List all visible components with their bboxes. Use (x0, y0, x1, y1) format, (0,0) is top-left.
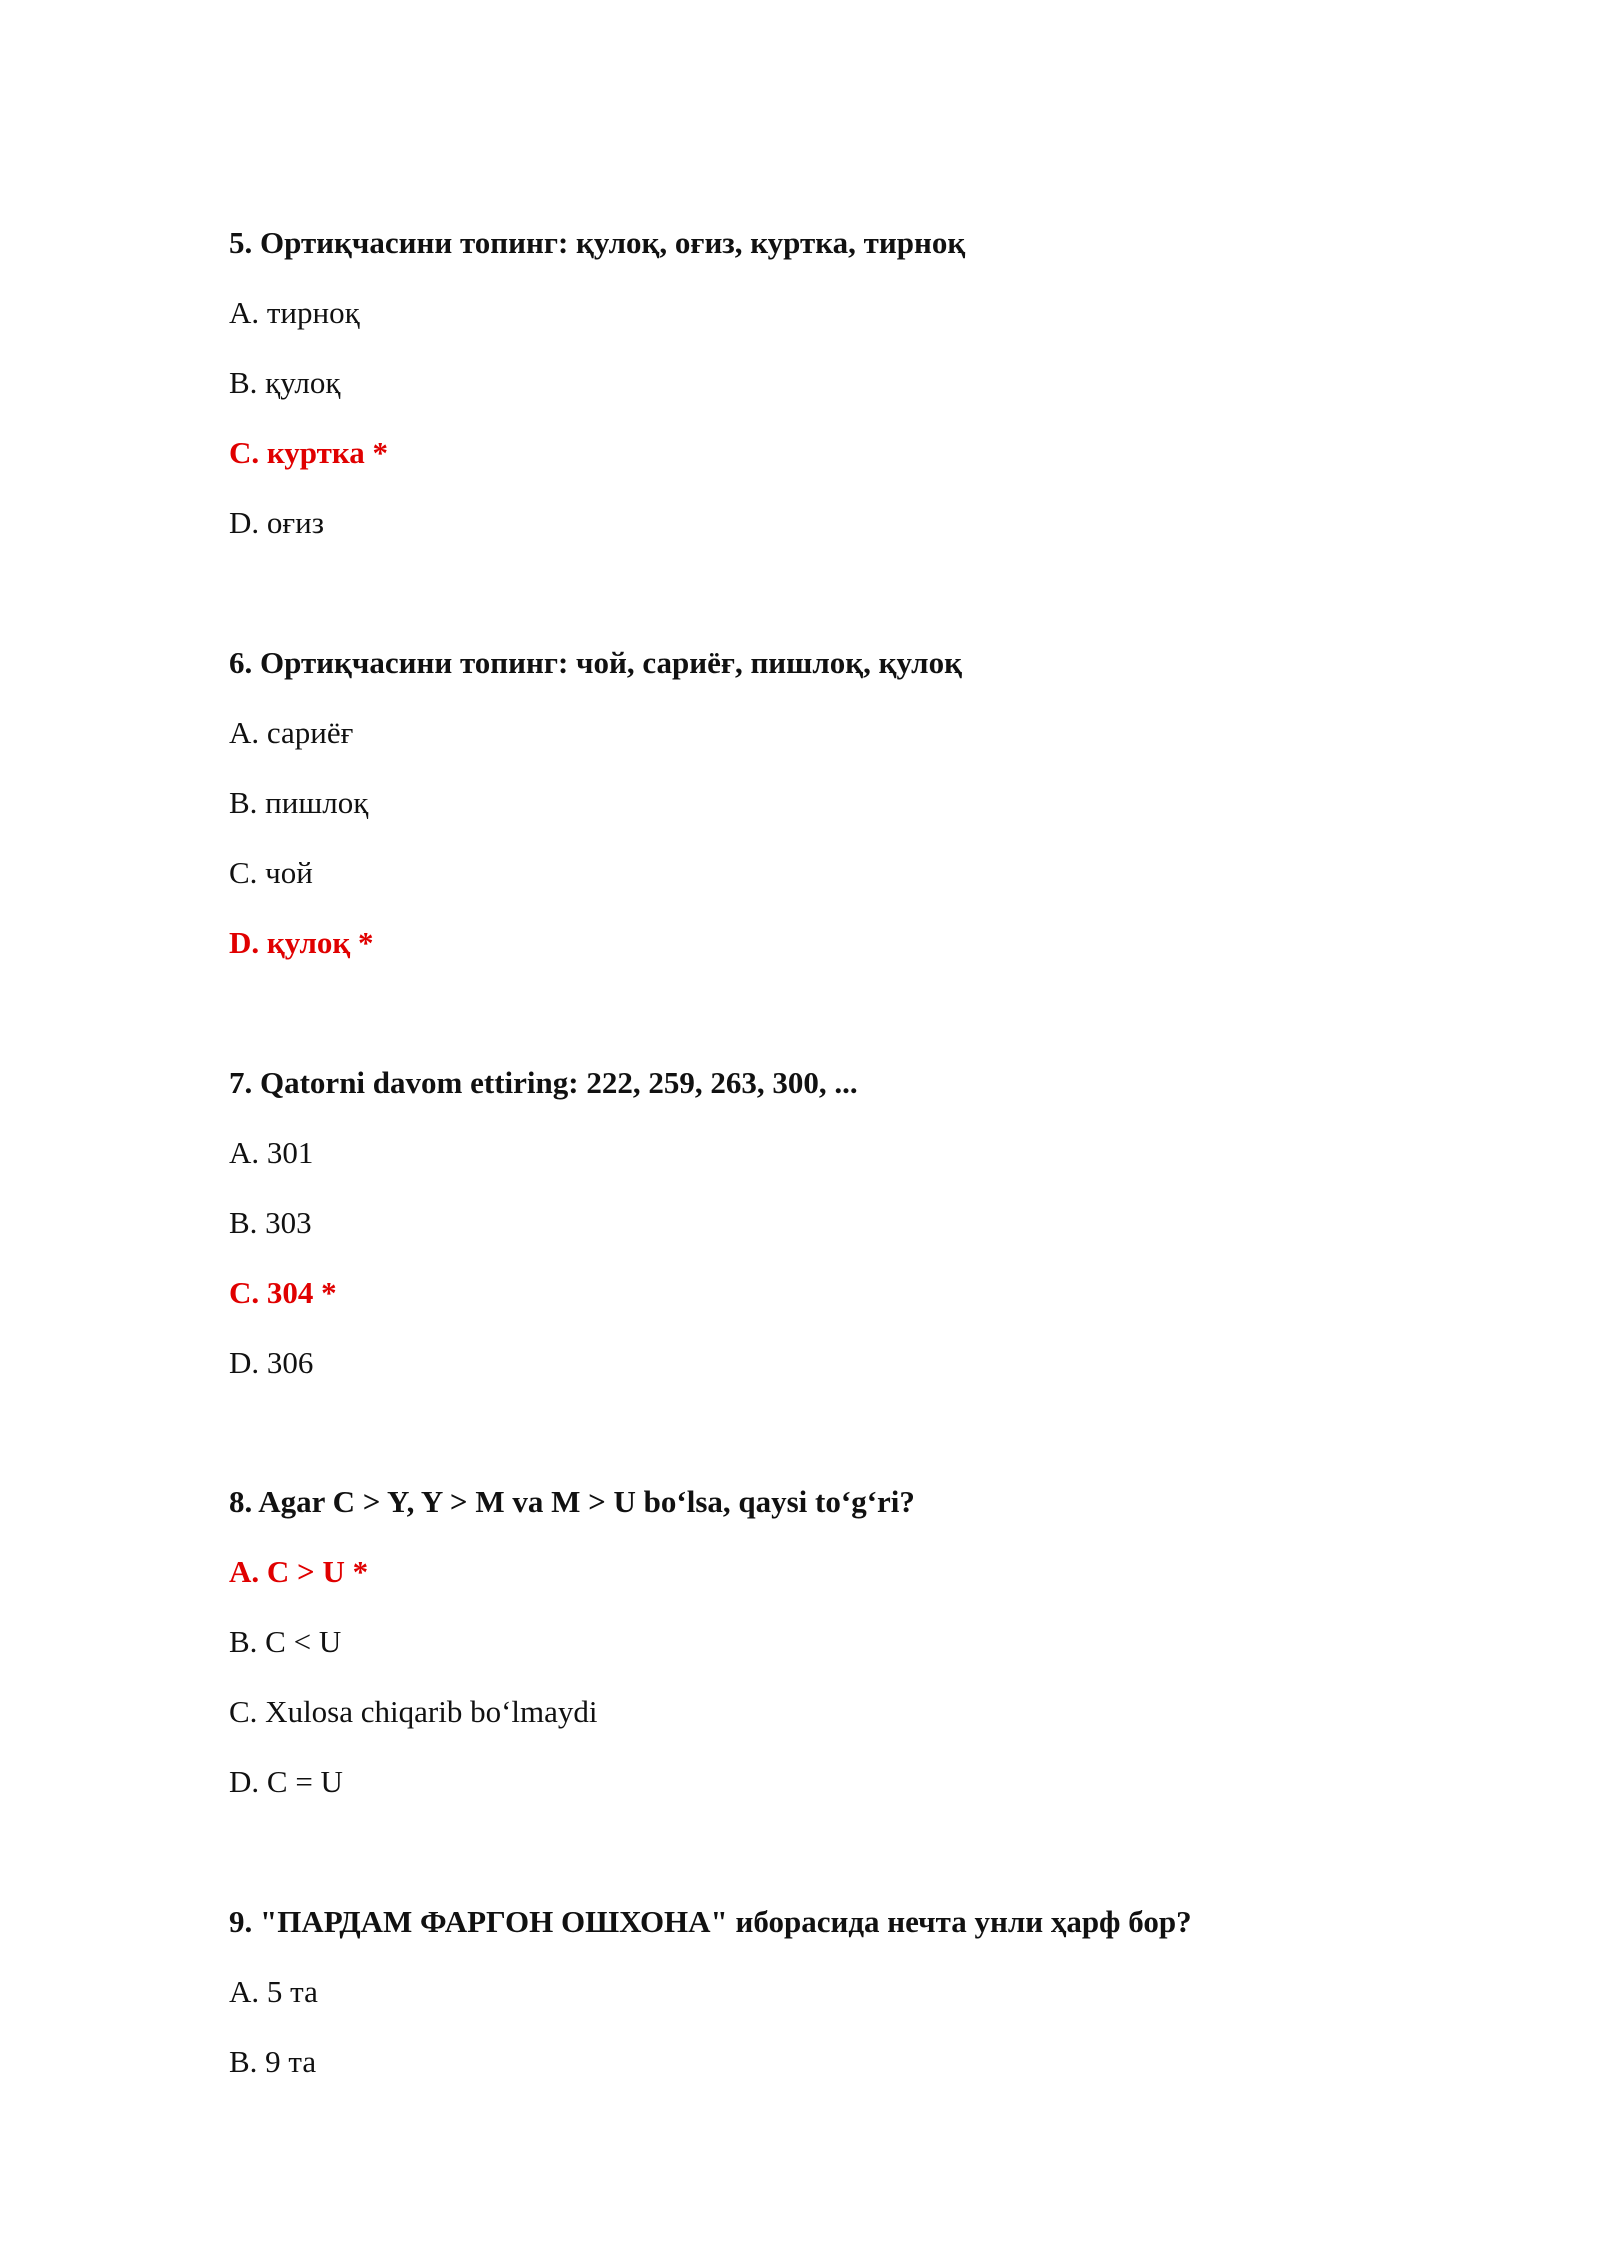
question-9-option-b: B. 9 та (229, 2044, 317, 2079)
question-8-option-c: C. Xulosa chiqarib bo‘lmaydi (229, 1694, 598, 1729)
question-5-option-a: A. тирноқ (229, 295, 360, 330)
question-8-option-d: D. C = U (229, 1764, 343, 1799)
question-7-option-d: D. 306 (229, 1345, 314, 1380)
question-8-option-b: B. C < U (229, 1624, 342, 1659)
question-6-text: 6. Ортиқчасини топинг: чой, сариёғ, пишлоқ, қулоқ (229, 645, 962, 680)
question-5-text: 5. Ортиқчасини топинг: қулоқ, оғиз, куртка, тирноқ (229, 225, 966, 260)
question-7-option-c-correct: C. 304 * (229, 1275, 337, 1310)
question-7-text: 7. Qatorni davom ettiring: 222, 259, 263, 300, ... (229, 1065, 858, 1100)
question-6-option-c: C. чой (229, 855, 313, 890)
question-5-option-b: B. қулоқ (229, 365, 341, 400)
question-7-option-a: A. 301 (229, 1135, 314, 1170)
question-8-text: 8. Agar C > Y, Y > M va M > U bo‘lsa, qaysi to‘g‘ri? (229, 1484, 915, 1519)
question-5-option-d: D. оғиз (229, 505, 324, 540)
question-8-option-a-correct: A. C > U * (229, 1554, 369, 1589)
question-5-option-c-correct: C. куртка * (229, 435, 389, 470)
question-6-option-b: B. пишлоқ (229, 785, 369, 820)
question-6-option-a: A. сариёғ (229, 715, 354, 750)
question-7-option-b: B. 303 (229, 1205, 312, 1240)
question-6-option-d-correct: D. қулоқ * (229, 925, 374, 960)
question-9-option-a: A. 5 та (229, 1974, 318, 2009)
question-9-text: 9. "ПАРДАМ ФАРГОН ОШХОНА" иборасида нечта унли ҳарф бор? (229, 1904, 1192, 1939)
